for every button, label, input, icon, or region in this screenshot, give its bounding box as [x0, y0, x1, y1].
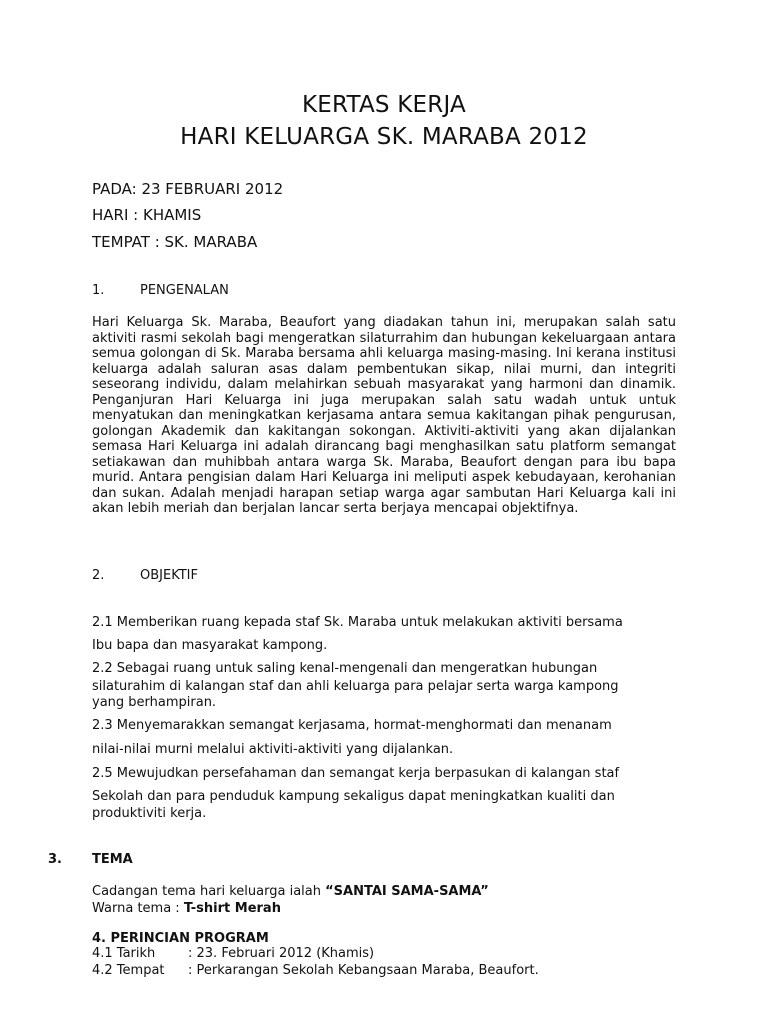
objective-line: 2.3 Menyemarakkan semangat kerjasama, hormat-menghormati dan menanam	[92, 718, 612, 733]
section-2-number: 2.	[92, 568, 105, 583]
objective-line: produktiviti kerja.	[92, 806, 207, 821]
section-1-paragraph: Hari Keluarga Sk. Maraba, Beaufort yang diadakan tahun ini, merupakan salah satu aktiviti rasmi sekolah bagi mengeratkan silaturrahim dan hubungan kekeluargaan antara semua golongan di Sk. Maraba bersama ahli keluarga masing-masing. Ini kerana institusi keluarga adalah saluran asas dalam pembentukan sikap, nilai murni, dan integriti seseorang individu, dalam melahirkan sebuah masyarakat yang harmoni dan dinamik. Penganjuran Hari Keluarga ini juga merupakan salah satu wadah untuk untuk menyatukan dan meningkatkan kerjasama antara semua kakitangan pihak pengurusan, golongan Akademik dan kakitangan sokongan. Aktiviti-aktiviti yang akan dijalankan semasa Hari Keluarga ini adalah dirancang bagi menghasilkan satu platform semangat setiakawan dan muhibbah antara warga Sk. Maraba, Beaufort dengan para ibu bapa murid. Antara pengisian dalam Hari Keluarga ini meliputi aspek kebudayaan, kerohanian dan sukan. Adalah menjadi harapan setiap warga agar sambutan Hari Keluarga kali ini akan lebih meriah dan berjalan lancar serta berjaya mencapai objektifnya.	[92, 315, 676, 516]
section-4-heading: 4. PERINCIAN PROGRAM	[92, 931, 269, 946]
theme-color-label: Warna tema :	[92, 901, 184, 916]
theme-color-value: T-shirt Merah	[183, 901, 281, 916]
theme-line	[92, 884, 489, 899]
section-1-number: 1.	[92, 283, 105, 298]
theme-value: “SANTAI SAMA-SAMA”	[325, 884, 489, 899]
objective-line: 2.5 Mewujudkan persefahaman dan semangat kerja berpasukan di kalangan staf	[92, 766, 620, 781]
meta-day: HARI : KHAMIS	[92, 206, 202, 224]
document-title-line-2: HARI KELUARGA SK. MARABA 2012	[180, 124, 588, 150]
meta-date: PADA: 23 FEBRUARI 2012	[92, 180, 284, 198]
section-3-heading: TEMA	[92, 852, 133, 867]
program-venue-value: : Perkarangan Sekolah Kebangsaan Maraba, Beaufort.	[188, 963, 539, 978]
theme-color-line	[92, 901, 281, 916]
section-2-heading: OBJEKTIF	[140, 568, 198, 583]
theme-label: Cadangan tema hari keluarga ialah	[92, 884, 326, 899]
document-title-line-1: KERTAS KERJA	[302, 92, 466, 118]
program-date-label: 4.1 Tarikh	[92, 946, 156, 961]
objective-line: silaturahim di kalangan staf dan ahli keluarga para pelajar serta warga kampong	[92, 679, 619, 694]
objective-line: 2.2 Sebagai ruang untuk saling kenal-mengenali dan mengeratkan hubungan	[92, 661, 598, 676]
objective-line: nilai-nilai murni melalui aktiviti-aktiviti yang dijalankan.	[92, 742, 454, 757]
objective-line: yang berhampiran.	[92, 695, 217, 710]
section-1-heading: PENGENALAN	[140, 283, 229, 298]
meta-venue: TEMPAT : SK. MARABA	[92, 233, 258, 251]
objective-line: Sekolah dan para penduduk kampung sekaligus dapat meningkatkan kualiti dan	[92, 789, 615, 804]
section-3-number: 3.	[48, 852, 62, 867]
program-venue-label: 4.2 Tempat	[92, 963, 165, 978]
program-date-value: : 23. Februari 2012 (Khamis)	[188, 946, 375, 961]
objective-line: 2.1 Memberikan ruang kepada staf Sk. Maraba untuk melakukan aktiviti bersama	[92, 615, 623, 630]
objective-line: Ibu bapa dan masyarakat kampong.	[92, 638, 328, 653]
